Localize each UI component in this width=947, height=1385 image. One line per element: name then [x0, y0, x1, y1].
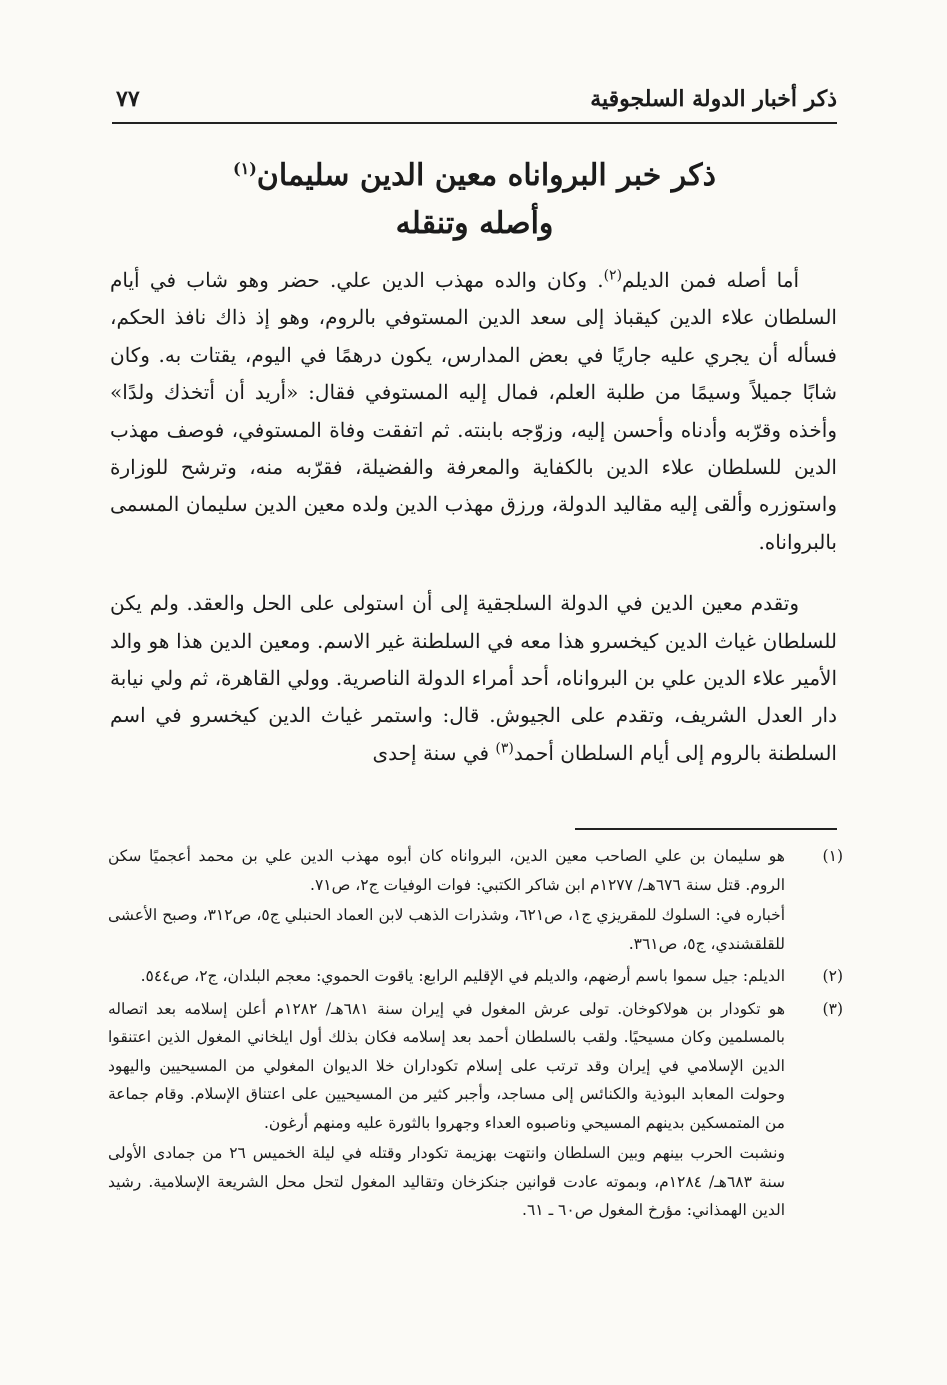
footnote-1 — [108, 842, 843, 958]
running-header — [112, 82, 837, 124]
footnote-2 — [108, 962, 843, 991]
footnote-separator — [575, 828, 837, 830]
footnotes — [108, 842, 843, 1229]
footnote-text: أخباره في: السلوك للمقريزي ج١، ص٦٢١، وشذرات الذهب لابن العماد الحنبلي ج٥، ص٣١٢، وصبح الأعشى للقلقشندي، ج٥، ص٣٦١. — [108, 906, 786, 953]
page-number: ٧٧ — [116, 86, 140, 112]
paragraph-1-start: أما أصله فمن الديلم — [622, 268, 800, 292]
footnote-text: هو سليمان بن علي الصاحب معين الدين، البرواناه كان أبوه مهذب الدين علي بن محمد أعجميًا سكن الروم. قتل سنة ٦٧٦هـ/ ١٢٧٧م ابن شاكر الكتبي: فوات الوفيات ج٢، ص٧١. — [108, 847, 785, 894]
paragraph-2-rest: في سنة إحدى — [372, 740, 496, 765]
footnote-number: (٢) — [822, 967, 843, 985]
footnote-ref-1[interactable]: (١) — [233, 159, 257, 178]
footnote-text: ونشبت الحرب بينهم وبين السلطان وانتهت بهزيمة تكودار وقتله في ليلة الخميس ٢٦ من جمادى الأولى سنة ٦٨٣هـ/ ١٢٨٤م، وبموته عادت قوانين جنكزخان وتقاليد المغول لتحل محل الشريعة الإسلامية. رشيد الدين الهمذاني: مؤرخ المغول ص٦٠ ـ ٦١. — [108, 1144, 785, 1219]
paragraph-2 — [110, 585, 837, 772]
footnote-number: (١) — [822, 847, 843, 865]
section-heading — [112, 152, 837, 248]
paragraph-2-start: وتقدم معين الدين في الدولة السلجقية إلى أن استولى على الحل والعقد. ولم يكن للسلطان غياث الدين كيخسرو هذا معه في السلطنة غير الاسم. ومعين الدين هذا هو والد الأمير علاء الدين علي بن البرواناه، أحد أمراء الدولة الناصرية. وولي القاهرة، ثم ولي نيابة دار العدل الشريف، وتقدم على الجيوش. قال: واستمر غياث الدين كيخسرو في اسم السلطنة بالروم إلى أيام السلطان أحمد — [110, 591, 837, 765]
paragraph-1 — [110, 262, 837, 561]
heading-line-1-text: ذكر خبر البرواناه معين الدين سليمان — [256, 158, 716, 193]
footnote-number: (٣) — [822, 999, 843, 1018]
footnote-ref-2[interactable]: (٢) — [603, 267, 623, 284]
footnote-text: هو تكودار بن هولاكوخان. تولى عرش المغول في إيران سنة ٦٨١هـ/ ١٢٨٢م أعلن إسلامه بعد اتصاله بالمسلمين وكان مسيحيًا. ولقب بالسلطان أحمد بعد إسلامه فكان بذلك أول ايلخاني المغول الذين اعتنقوا الدين الإسلامي في إيران وقد ترتب على إسلام تكوداران خلا الديوان المغولي من المسيحيين واليهود وحولت المعابد البوذية والكنائس إلى مساجد، وأجبر كثير من المسيحيين على اعتناق الإسلام. وقام جماعة من المتمسكين بدينهم المسيحي وناصبوه العداء وجهروا بالثورة عليه ومنهم أرغون. — [108, 999, 785, 1132]
footnote-text: الديلم: جيل سموا باسم أرضهم، والديلم في الإقليم الرابع: ياقوت الحموي: معجم البلدان، ج٢، ص٥٤٤. — [140, 967, 785, 985]
heading-line-1 — [112, 152, 837, 200]
paragraph-1-rest: . وكان والده مهذب الدين علي. حضر وهو شاب في أيام السلطان علاء الدين كيقباذ إلى سعد الدين المستوفي بالروم، وهو إذ ذاك نافذ الحكم، فسأله أن يجري عليه جاريًا في بعض المدارس، يكون درهمًا في اليوم، يقتات به. وكان شابًا جميلاً وسيمًا من طلبة العلم، فمال إليه المستوفي فقال: «أريد أن أتخذك ولدًا» وأخذه وقرّبه وأدناه وأحسن إليه، وزوّجه بابنته. ثم اتفقت وفاة المستوفي، فوصف مهذب الدين للسلطان علاء الدين بالكفاية والمعرفة والفضيلة، فقرّبه منه، وترشح للوزارة واستوزره وألقى إليه مقاليد الدولة، ورزق مهذب الدين ولده معين الدين سليمان المسمى بالبرواناه. — [110, 268, 837, 554]
footnote-ref-3[interactable]: (٣) — [495, 740, 514, 757]
footnote-3 — [108, 995, 843, 1225]
main-text — [110, 262, 837, 772]
heading-line-2: وأصله وتنقله — [395, 206, 554, 241]
running-title: ذكر أخبار الدولة السلجوقية — [590, 86, 837, 112]
